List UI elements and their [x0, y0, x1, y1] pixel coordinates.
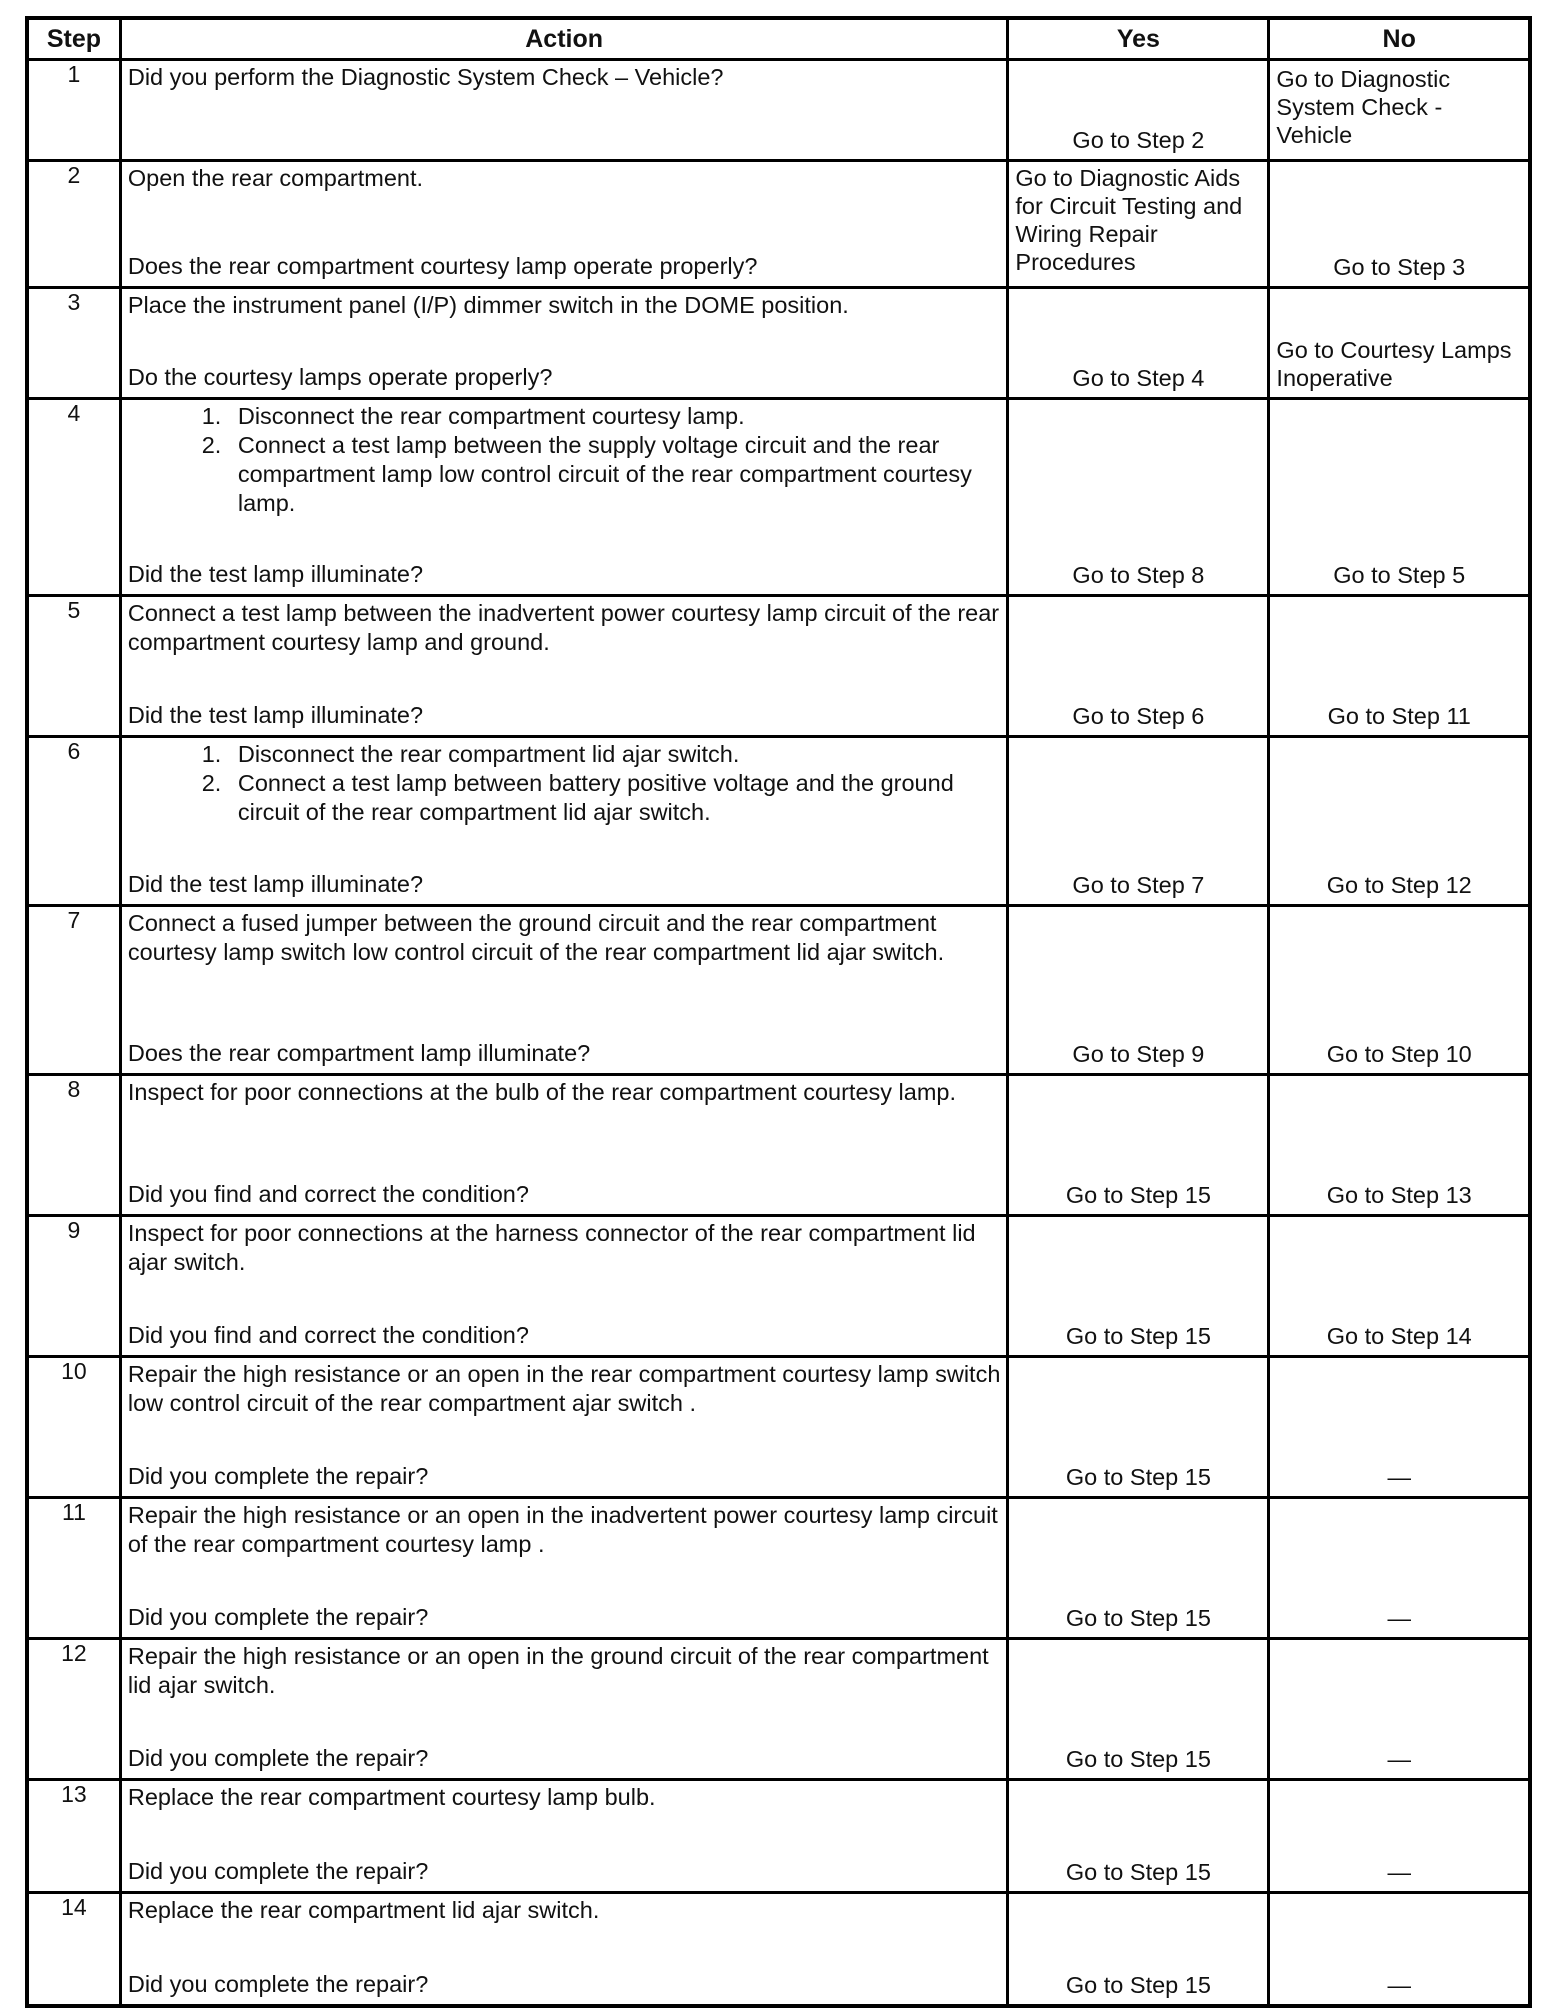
table-row: [27, 1075, 1530, 1216]
no-action: —: [1387, 1605, 1411, 1631]
yes-action[interactable]: Go to Step 15: [1065, 1605, 1211, 1631]
step-number: 7: [27, 906, 120, 1075]
action-question: Did you complete the repair?: [127, 1604, 429, 1630]
action-cell: [120, 1357, 1008, 1498]
action-cell: [120, 161, 1008, 288]
yes-cell: [1008, 1780, 1269, 1893]
step-number: 8: [27, 1075, 120, 1216]
action-text: Repair the high resistance or an open in the inadvertent power courtesy lamp circuit of the rear compartment courtesy lamp .: [127, 1502, 998, 1557]
yes-action[interactable]: Go to Step 9: [1072, 1041, 1205, 1067]
step-number: 5: [27, 596, 120, 737]
action-text: Connect a fused jumper between the ground circuit and the rear compartment courtesy lamp switch low control circuit of the rear compartment lid ajar switch.: [127, 910, 945, 965]
yes-cell: [1008, 1893, 1269, 2007]
action-instructions: [128, 63, 1001, 92]
action-text: Repair the high resistance or an open in the rear compartment courtesy lamp switch low control circuit of the rear compartment ajar switch .: [127, 1361, 1001, 1416]
no-cell: [1269, 161, 1530, 288]
action-text: Open the rear compartment.: [127, 165, 424, 191]
yes-action[interactable]: Go to Step 7: [1072, 872, 1205, 898]
action-question: Did the test lamp illuminate?: [127, 702, 424, 728]
action-question: Does the rear compartment lamp illuminate?: [127, 1040, 591, 1066]
action-step-item: 2. Connect a test lamp between the supply voltage circuit and the rear compartment lamp low control circuit of the rear compartment courtesy lamp.: [228, 431, 1001, 518]
step-number: 11: [27, 1498, 120, 1639]
yes-action[interactable]: Go to Step 4: [1072, 365, 1205, 391]
yes-action[interactable]: Go to Step 8: [1072, 562, 1205, 588]
action-cell: [120, 1639, 1008, 1780]
action-instructions: [128, 599, 1001, 657]
no-action: —: [1387, 1464, 1411, 1490]
action-text: Inspect for poor connections at the bulb of the rear compartment courtesy lamp.: [127, 1079, 957, 1105]
step-number: 13: [27, 1780, 120, 1893]
action-question: Did you complete the repair?: [127, 1971, 429, 1997]
no-cell: [1269, 1357, 1530, 1498]
action-instructions: [128, 1783, 1001, 1812]
no-action[interactable]: Go to Step 12: [1326, 872, 1472, 898]
yes-cell: [1008, 737, 1269, 906]
table-row: [27, 737, 1530, 906]
action-question: Do the courtesy lamps operate properly?: [127, 364, 553, 390]
action-instructions: [128, 1219, 1001, 1277]
action-question: Did you complete the repair?: [127, 1858, 429, 1884]
no-cell: [1269, 737, 1530, 906]
yes-action[interactable]: Go to Step 15: [1065, 1859, 1211, 1885]
table-body: [27, 60, 1530, 2007]
action-step-item: 1. Disconnect the rear compartment lid ajar switch.: [228, 740, 1001, 769]
table-row: [27, 1357, 1530, 1498]
header-yes: Yes: [1008, 18, 1269, 60]
yes-action[interactable]: Go to Step 15: [1065, 1182, 1211, 1208]
yes-cell: [1008, 1498, 1269, 1639]
table-row: [27, 596, 1530, 737]
table-row: [27, 288, 1530, 399]
step-number: 4: [27, 399, 120, 596]
table-row: [27, 906, 1530, 1075]
table-row: [27, 1216, 1530, 1357]
no-action[interactable]: Go to Step 10: [1326, 1041, 1472, 1067]
action-question: Did you complete the repair?: [127, 1463, 429, 1489]
no-cell: [1269, 399, 1530, 596]
action-steps-list: [128, 402, 1001, 518]
step-number: 3: [27, 288, 120, 399]
no-cell: [1269, 1639, 1530, 1780]
no-action[interactable]: Go to Step 11: [1327, 703, 1471, 729]
no-cell: [1269, 60, 1530, 161]
action-text: Repair the high resistance or an open in the ground circuit of the rear compartment lid ajar switch.: [127, 1643, 989, 1698]
action-instructions: [128, 1642, 1001, 1700]
yes-action[interactable]: Go to Diagnostic Aids for Circuit Testing and Wiring Repair Procedures: [1015, 165, 1243, 275]
no-cell: [1269, 1216, 1530, 1357]
action-instructions: [128, 740, 1001, 827]
no-cell: [1269, 1498, 1530, 1639]
action-instructions: [128, 1501, 1001, 1559]
no-action[interactable]: Go to Step 13: [1326, 1182, 1472, 1208]
no-action[interactable]: Go to Diagnostic System Check - Vehicle: [1276, 66, 1451, 148]
table-row: [27, 161, 1530, 288]
action-cell: [120, 1780, 1008, 1893]
no-cell: [1269, 1893, 1530, 2007]
step-number: 1: [27, 60, 120, 161]
table-row: [27, 399, 1530, 596]
header-row: [27, 18, 1530, 60]
action-steps-list: [128, 740, 1001, 827]
step-number: 10: [27, 1357, 120, 1498]
yes-cell: [1008, 288, 1269, 399]
yes-action[interactable]: Go to Step 2: [1072, 127, 1205, 153]
action-cell: [120, 1216, 1008, 1357]
no-action[interactable]: Go to Courtesy Lamps Inoperative: [1276, 337, 1512, 391]
action-instructions: [128, 1360, 1001, 1418]
no-action: —: [1387, 1859, 1411, 1885]
header-action: Action: [120, 18, 1008, 60]
action-instructions: [128, 1896, 1001, 1925]
action-question: Does the rear compartment courtesy lamp operate properly?: [127, 253, 758, 279]
step-number: 9: [27, 1216, 120, 1357]
action-question: Did the test lamp illuminate?: [127, 561, 424, 587]
action-cell: [120, 1498, 1008, 1639]
no-cell: [1269, 1075, 1530, 1216]
no-cell: [1269, 1780, 1530, 1893]
yes-action[interactable]: Go to Step 15: [1065, 1323, 1211, 1349]
yes-cell: [1008, 1216, 1269, 1357]
step-number: 12: [27, 1639, 120, 1780]
action-cell: [120, 1893, 1008, 2007]
yes-action[interactable]: Go to Step 15: [1065, 1972, 1211, 1998]
yes-cell: [1008, 906, 1269, 1075]
no-action[interactable]: Go to Step 14: [1326, 1323, 1472, 1349]
action-instructions: [128, 164, 1001, 193]
action-step-item: 1. Disconnect the rear compartment courtesy lamp.: [228, 402, 1001, 431]
yes-cell: [1008, 399, 1269, 596]
action-text: Replace the rear compartment lid ajar switch.: [127, 1897, 600, 1923]
yes-action[interactable]: Go to Step 15: [1065, 1746, 1211, 1772]
no-cell: [1269, 906, 1530, 1075]
action-question: Did you find and correct the condition?: [127, 1181, 529, 1207]
no-action: —: [1387, 1746, 1411, 1772]
action-instructions: [128, 1078, 1001, 1107]
action-cell: [120, 1075, 1008, 1216]
table-row: [27, 60, 1530, 161]
action-question: Did you find and correct the condition?: [127, 1322, 529, 1348]
action-text: Inspect for poor connections at the harness connector of the rear compartment lid ajar switch.: [127, 1220, 976, 1275]
action-question: Did the test lamp illuminate?: [127, 871, 424, 897]
yes-cell: [1008, 1357, 1269, 1498]
action-instructions: [128, 402, 1001, 518]
action-question: Did you complete the repair?: [127, 1745, 429, 1771]
action-cell: [120, 60, 1008, 161]
diagnostic-table: [25, 16, 1532, 2008]
table-row: [27, 1893, 1530, 2007]
action-instructions: [128, 909, 1001, 967]
step-number: 14: [27, 1893, 120, 2007]
action-cell: [120, 288, 1008, 399]
yes-cell: [1008, 161, 1269, 288]
action-text: Place the instrument panel (I/P) dimmer switch in the DOME position.: [127, 292, 849, 318]
yes-cell: [1008, 60, 1269, 161]
step-number: 6: [27, 737, 120, 906]
header-no: No: [1269, 18, 1530, 60]
no-action: —: [1387, 1972, 1411, 1998]
action-cell: [120, 737, 1008, 906]
yes-action[interactable]: Go to Step 6: [1072, 703, 1205, 729]
action-text: Replace the rear compartment courtesy lamp bulb.: [127, 1784, 656, 1810]
action-cell: [120, 906, 1008, 1075]
action-text: Connect a test lamp between the inadvertent power courtesy lamp circuit of the rear compartment courtesy lamp and ground.: [127, 600, 1000, 655]
step-number: 2: [27, 161, 120, 288]
table-row: [27, 1639, 1530, 1780]
table-row: [27, 1498, 1530, 1639]
yes-cell: [1008, 596, 1269, 737]
action-text: Did you perform the Diagnostic System Check – Vehicle?: [127, 64, 724, 90]
action-instructions: [128, 291, 1001, 320]
no-action[interactable]: Go to Step 3: [1333, 254, 1466, 280]
yes-cell: [1008, 1075, 1269, 1216]
action-cell: [120, 596, 1008, 737]
no-cell: [1269, 288, 1530, 399]
action-step-item: 2. Connect a test lamp between battery positive voltage and the ground circuit of the rear compartment lid ajar switch.: [228, 769, 1001, 827]
table-row: [27, 1780, 1530, 1893]
yes-cell: [1008, 1639, 1269, 1780]
action-cell: [120, 399, 1008, 596]
yes-action[interactable]: Go to Step 15: [1065, 1464, 1211, 1490]
no-action[interactable]: Go to Step 5: [1333, 562, 1466, 588]
header-step: Step: [27, 18, 120, 60]
no-cell: [1269, 596, 1530, 737]
